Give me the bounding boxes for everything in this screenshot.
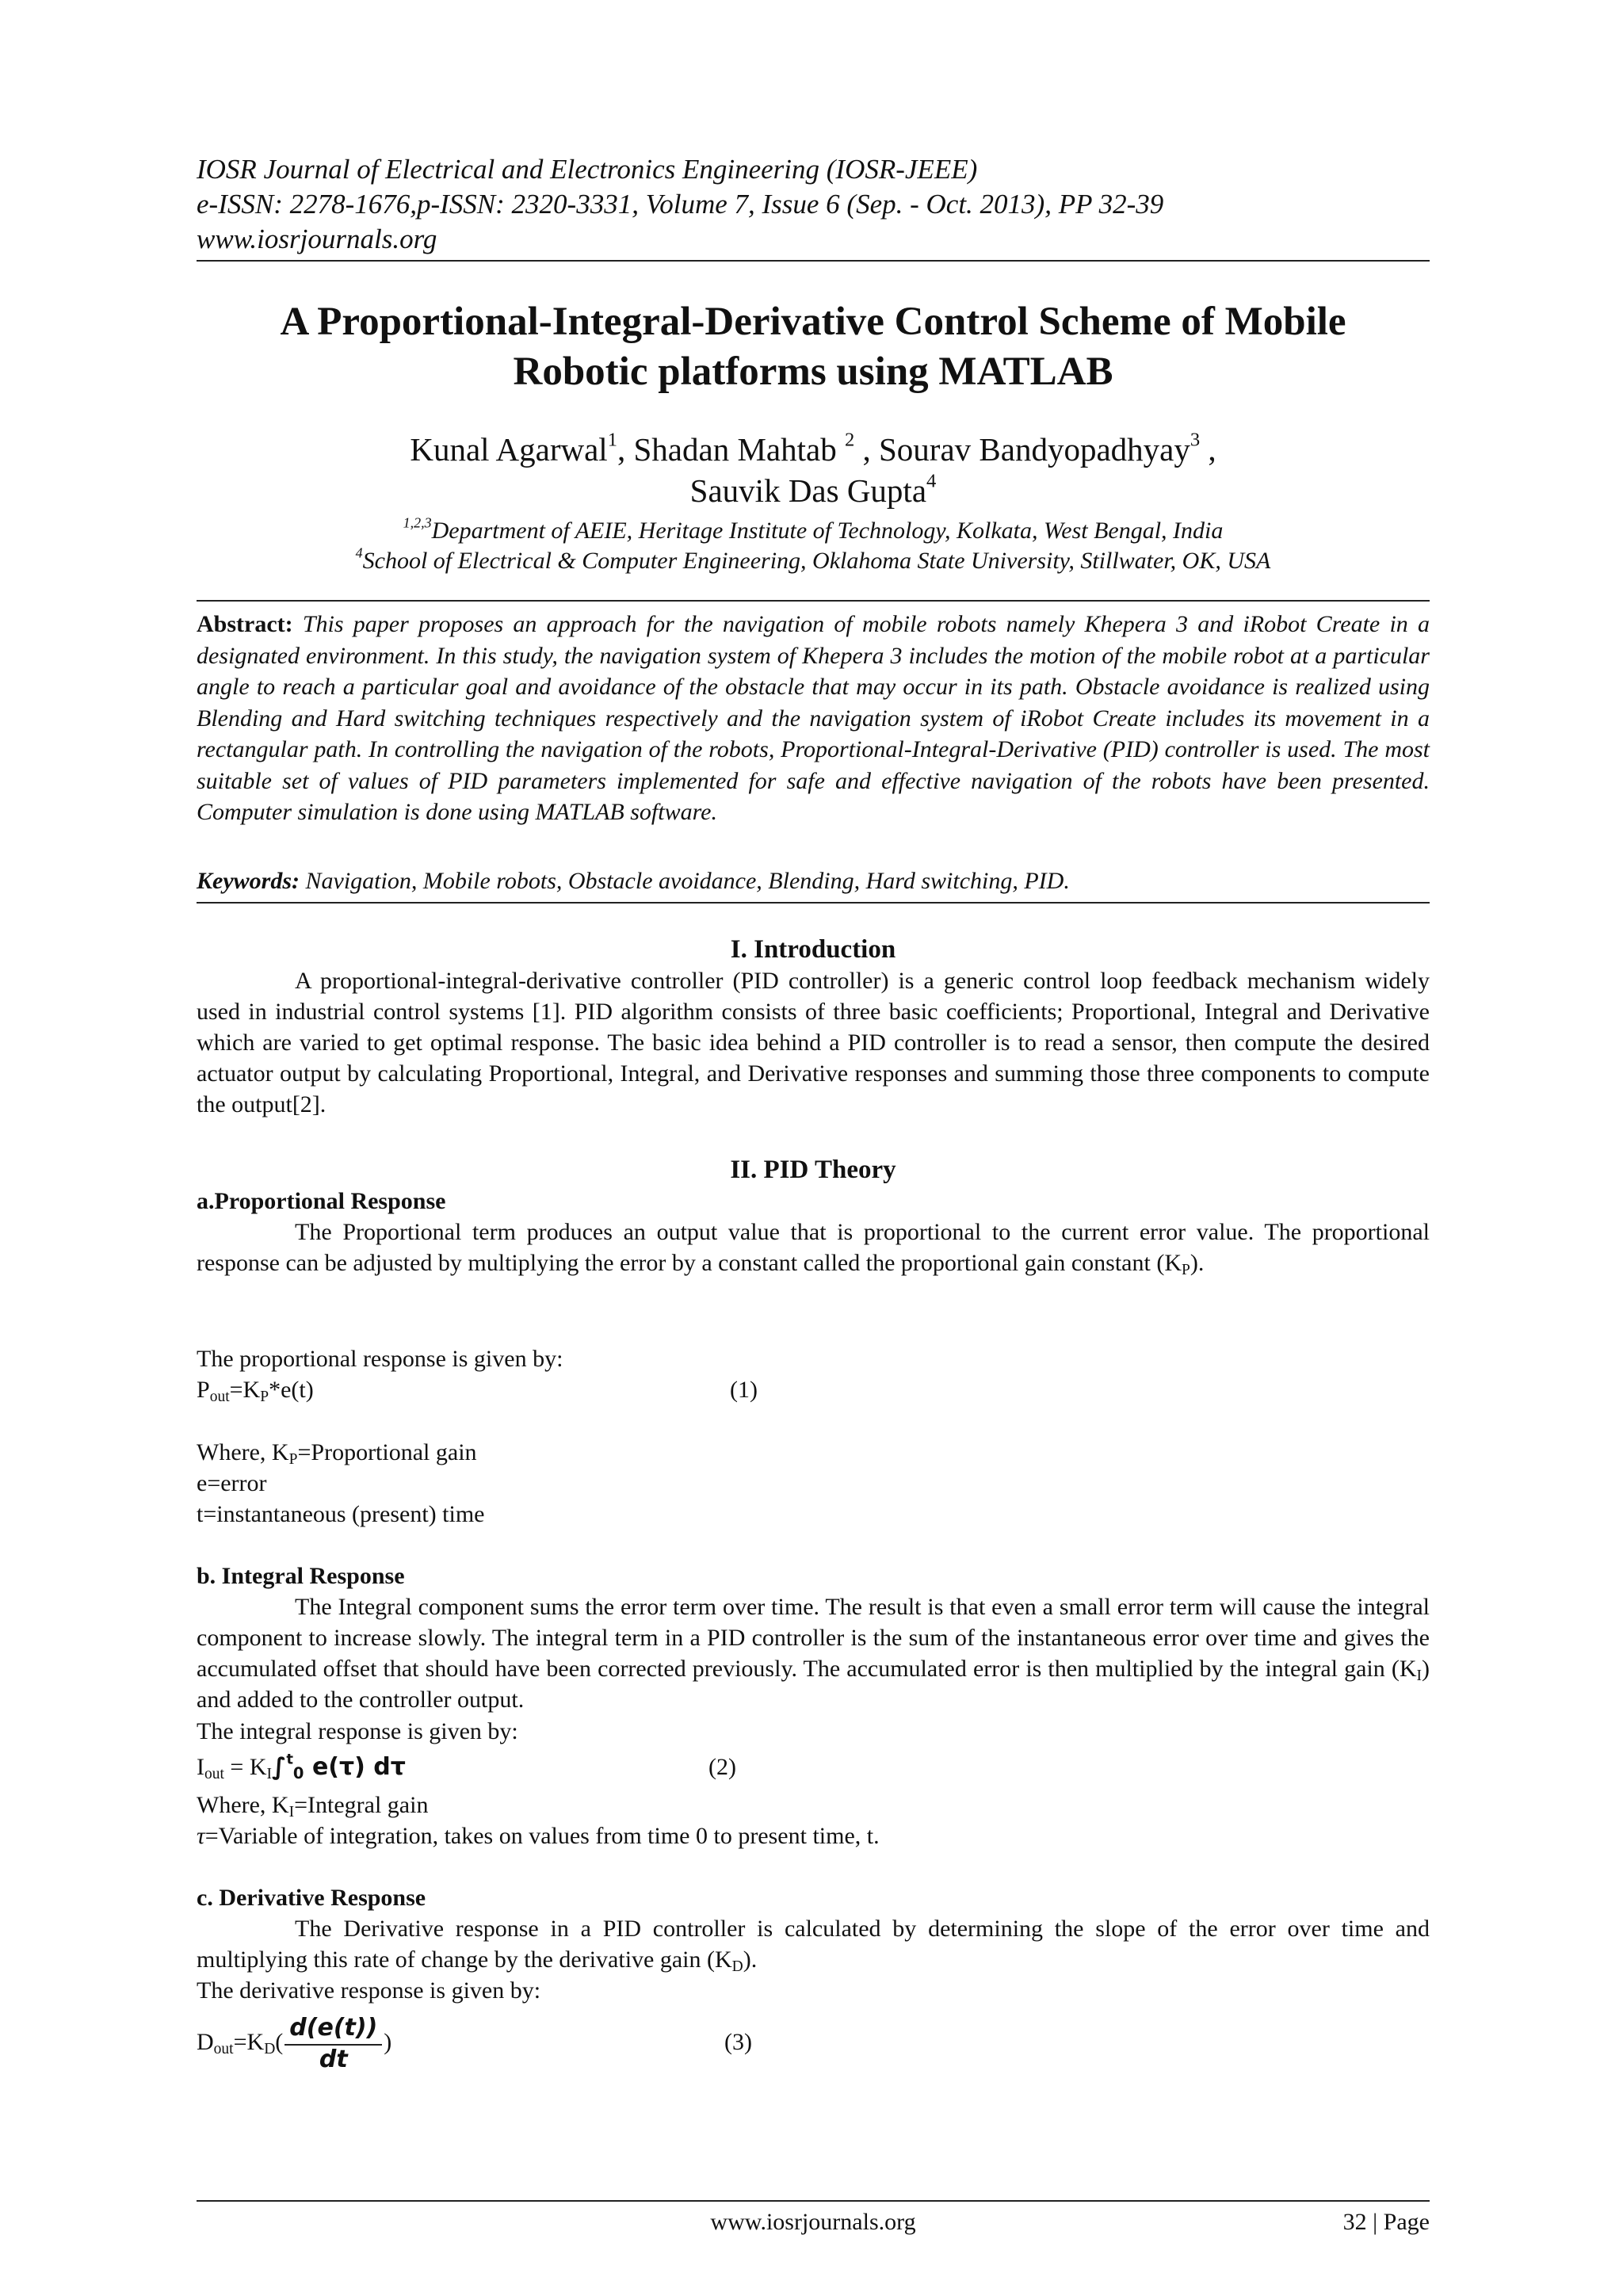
- abstract-text: This paper proposes an approach for the navigation of mobile robots namely Khepera 3 and iRobot Create in a designated environment. In this study, the navigation system of Khepera 3 includes the motion of the mobile robot at a particular angle to reach a particular goal and avoidance of the obstacle that may occur in its path. Obstacle avoidance is realized using Blending and Hard switching techniques respectively and the navigation system of iRobot Create includes its movement in a rectangular path. In controlling the navigation of the robots, Proportional-Integral-Derivative (PID) controller is used. The most suitable set of values of PID parameters implemented for safe and effective navigation of the robots have been presented. Computer simulation is done using MATLAB software.: [197, 611, 1430, 825]
- author-affiliation-mark: 4: [926, 470, 937, 492]
- abstract-top-rule: [197, 600, 1430, 602]
- eq-symbol: I: [197, 1754, 204, 1780]
- time-definition: t=instantaneous (present) time: [197, 1501, 485, 1527]
- author-affiliation-mark: 3: [1190, 429, 1201, 451]
- header-rule: [197, 260, 1430, 262]
- derivative-text-end: ).: [743, 1946, 758, 1973]
- subscript: out: [213, 2040, 234, 2057]
- subscript: I: [266, 1765, 273, 1782]
- equation-number-1: (1): [730, 1377, 758, 1403]
- equation-number-2: (2): [708, 1754, 736, 1780]
- where-text: =Integral gain: [294, 1792, 429, 1818]
- footer-page-number: 32 | Page: [1342, 2209, 1430, 2235]
- section-heading-pid-theory: II. PID Theory: [730, 1156, 896, 1184]
- journal-name: IOSR Journal of Electrical and Electronics Engineering (IOSR-JEEE): [197, 154, 978, 185]
- introduction-paragraph: [197, 965, 1430, 1120]
- footer-website: www.iosrjournals.org: [710, 2209, 916, 2235]
- eq-symbol: =K: [229, 1377, 261, 1403]
- paper-title-line-2: Robotic platforms using MATLAB: [513, 350, 1113, 394]
- subscript: I: [1416, 1667, 1422, 1684]
- eq-symbol: P: [197, 1377, 210, 1403]
- proportional-text: The Proportional term produces an output value that is proportional to the current error value. The proportional response can be adjusted by multiplying the error by a constant called the proportional gain constant (K: [197, 1219, 1430, 1276]
- subscript: D: [264, 2040, 276, 2057]
- eq-symbol: D: [197, 2029, 214, 2055]
- proportional-where: [197, 1437, 477, 1468]
- equation-1: [197, 1374, 314, 1405]
- keywords-text: Navigation, Mobile robots, Obstacle avoidance, Blending, Hard switching, PID.: [300, 868, 1070, 894]
- journal-issn: e-ISSN: 2278-1676,p-ISSN: 2320-3331, Volume 7, Issue 6 (Sep. - Oct. 2013), PP 32-39: [197, 189, 1164, 220]
- abstract-bottom-rule: [197, 902, 1430, 904]
- eq-symbol: =K: [233, 2029, 265, 2055]
- subscript: P: [288, 1450, 298, 1468]
- proportional-text-end: ).: [1190, 1250, 1205, 1276]
- tau-definition: [197, 1820, 880, 1851]
- affiliation-mark: 4: [355, 544, 363, 561]
- affiliation-1: [197, 516, 1430, 546]
- abstract-label: Abstract: [197, 611, 285, 637]
- integral-body: e(τ) dτ: [304, 1753, 406, 1781]
- affiliation-2: [197, 546, 1430, 576]
- author-affiliation-mark: 1: [607, 429, 617, 451]
- equation-2: [197, 1752, 406, 1782]
- subscript: I: [288, 1803, 295, 1820]
- affiliation-mark: 1,2,3: [403, 514, 432, 531]
- author-name: , Shadan Mahtab: [617, 431, 845, 468]
- author-name: Sauvik Das Gupta: [689, 472, 927, 509]
- integral-sign: ∫: [272, 1753, 287, 1781]
- section-heading-introduction: I. Introduction: [730, 935, 896, 964]
- subscript: P: [1181, 1261, 1190, 1278]
- derivative-given-text: The derivative response is given by:: [197, 1977, 541, 2004]
- integral-upper-limit: t: [286, 1751, 293, 1768]
- integral-text-end: ) and added to the controller output.: [197, 1656, 1430, 1713]
- author-name: , Sourav Bandyopadhyay: [854, 431, 1190, 468]
- abstract: [197, 609, 1430, 828]
- affiliation-text: Department of AEIE, Heritage Institute of Technology, Kolkata, West Bengal, India: [431, 518, 1224, 544]
- author-list-line-1: [197, 429, 1430, 470]
- author-affiliation-mark: 2: [844, 429, 855, 451]
- subsection-heading-integral: b. Integral Response: [197, 1563, 405, 1589]
- integral-paragraph: [197, 1591, 1430, 1715]
- derivative-text: The Derivative response in a PID controller is calculated by determining the slope of the error over time and multiplying this rate of change by the derivative gain (K: [197, 1916, 1430, 1973]
- keywords: [197, 865, 1430, 896]
- subscript: P: [260, 1388, 269, 1405]
- subscript: out: [209, 1388, 230, 1405]
- integral-where: [197, 1790, 428, 1820]
- paper-page: [197, 0, 1430, 2296]
- integral-text: The Integral component sums the error term over time. The result is that even a small error term will cause the integral component to increase slowly. The integral term in a PID controller is the sum of the instantaneous error over time and gives the accumulated offset that should have been corrected previously. The accumulated error is then multiplied by the integral gain (K: [197, 1594, 1430, 1682]
- author-list-line-2: [197, 470, 1430, 511]
- abstract-colon: :: [285, 611, 303, 637]
- introduction-text: A proportional-integral-derivative controller (PID controller) is a generic control loop feedback mechanism widely used in industrial control systems [1]. PID algorithm consists of three basic coefficients; Proportional, Integral and Derivative which are varied to get optimal response. The basic idea behind a PID controller is to read a sensor, then compute the desired actuator output by calculating Proportional, Integral, and Derivative responses and summing those three components to compute the output[2].: [197, 968, 1430, 1117]
- affiliation-text: School of Electrical & Computer Engineering, Oklahoma State University, Stillwater, OK, USA: [362, 548, 1271, 574]
- subsection-heading-proportional: a.Proportional Response: [197, 1188, 446, 1214]
- derivative-paragraph: [197, 1913, 1430, 1975]
- footer-rule: [197, 2200, 1430, 2202]
- author-separator: ,: [1200, 431, 1216, 468]
- equation-number-3: (3): [724, 2029, 752, 2055]
- where-text: =Proportional gain: [297, 1439, 477, 1465]
- author-name: Kunal Agarwal: [410, 431, 608, 468]
- fraction-numerator: d(e(t)): [285, 2014, 382, 2046]
- subscript: out: [204, 1765, 224, 1782]
- tau-definition-text: =Variable of integration, takes on values from time 0 to present time, t.: [204, 1823, 880, 1849]
- fraction-denominator: dt: [319, 2046, 348, 2074]
- eq-symbol: *e(t): [269, 1377, 314, 1403]
- eq-paren: ): [384, 2029, 392, 2055]
- eq-paren: (: [275, 2029, 284, 2055]
- tau-symbol: τ: [197, 1823, 205, 1849]
- integral-given-text: The integral response is given by:: [197, 1718, 518, 1744]
- proportional-paragraph: [197, 1217, 1430, 1278]
- keywords-label: Keywords:: [197, 868, 300, 894]
- journal-website: www.iosrjournals.org: [197, 223, 437, 254]
- subscript: D: [731, 1958, 743, 1975]
- equation-3: [197, 2011, 391, 2074]
- error-definition: e=error: [197, 1470, 267, 1496]
- derivative-fraction: [285, 2014, 382, 2074]
- eq-symbol: = K: [223, 1754, 267, 1780]
- where-text: Where, K: [197, 1792, 289, 1818]
- where-text: Where, K: [197, 1439, 289, 1465]
- proportional-given-text: The proportional response is given by:: [197, 1346, 563, 1372]
- subsection-heading-derivative: c. Derivative Response: [197, 1885, 426, 1911]
- paper-title-line-1: A Proportional-Integral-Derivative Control Scheme of Mobile: [280, 300, 1346, 344]
- integral-lower-limit: 0: [292, 1763, 304, 1782]
